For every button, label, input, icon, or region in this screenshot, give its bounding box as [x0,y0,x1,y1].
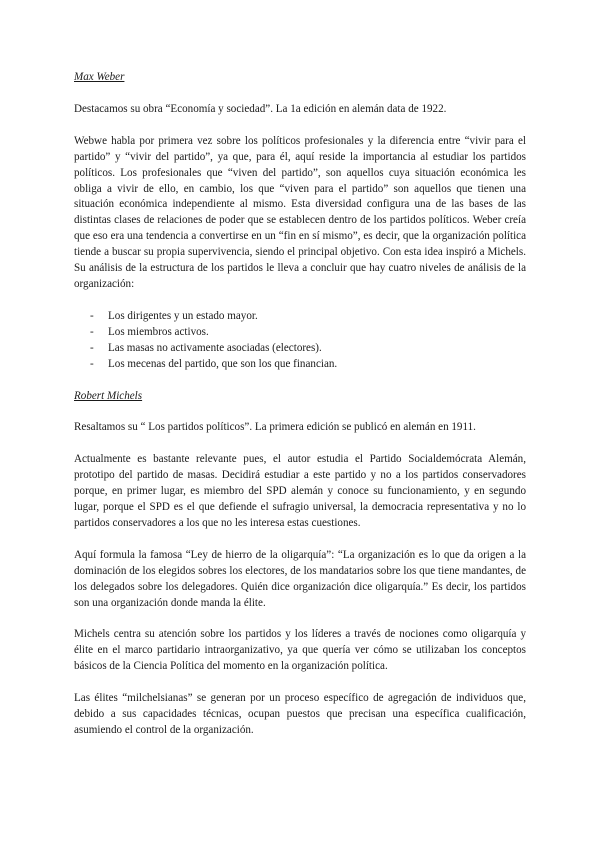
michels-paragraph: Actualmente es bastante relevante pues, el autor estudia el Partido Socialdemócrata Alemán, prototipo del partido de masas. Decidirá estudiar a este partido y no a los partidos conservadores porque, en primer lugar, es miembro del SPD alemán y conoce su funcionamiento, y en segundo lugar, porque el SPD es el que defiende el sufragio universal, la democracia representativa y no lo partidos conservadores a los que no les interesa estas cuestiones. [74,453,526,529]
list-dash: - [90,309,94,322]
weber-intro: Destacamos su obra “Economía y sociedad”. La 1a edición en alemán data de 1922. [74,102,447,115]
list-item: - Los mecenas del partido, que son los que financian. [90,357,526,373]
section-heading-michels: Robert Michels [74,389,143,402]
list-dash: - [90,341,94,354]
list-item: - Los dirigentes y un estado mayor. [90,309,526,325]
list-item: - Los miembros activos. [90,325,526,341]
organization-levels-list [74,309,526,373]
weber-paragraph: Webwe habla por primera vez sobre los políticos profesionales y la diferencia entre “vivir para el partido” y “vivir del partido”, ya que, para él, aquí reside la importancia al estudiar los partidos políticos. Los profesionales que “viven del partido”, son aquellos cuya situación económica les obliga a vivir de ello, en cambio, los que “viven para el partido” son aquellos que tienen una situación económica independiente al mismo. Esta diversidad configura una de las bases de las distintas clases de relaciones de poder que se establecen dentro de los partidos políticos. Weber creía que eso era una tendencia a convertirse en un “fin en sí mismo”, es decir, que la organización política tiende a buscar su propia supervivencia, siendo el principal objetivo. Con esta idea inspiró a Michels. Su análisis de la estructura de los partidos le lleva a concluir que hay cuatro niveles de análisis de la organización: [74,134,526,290]
document-page [74,70,526,739]
michels-paragraph: Las élites “milchelsianas” se generan por un proceso específico de agregación de individuos que, debido a sus capacidades técnicas, ocupan puestos que precisan una específica cualificación, asumiendo el control de la organización. [74,692,526,736]
list-item: - Las masas no activamente asociadas (electores). [90,341,526,357]
list-dash: - [90,325,94,338]
michels-paragraph: Aquí formula la famosa “Ley de hierro de la oligarquía”: “La organización es lo que da origen a la dominación de los elegidos sobres los electores, de los mandatarios sobre los que tiene mandantes, de los delegados sobre los delegadores. Quién dice organización dice oligarquía.” Es decir, los partidos son una organización donde manda la élite. [74,548,526,609]
michels-paragraph: Michels centra su atención sobre los partidos y los líderes a través de nociones como oligarquía y élite en el marco partidario intraorganizativo, ya que quería ver cómo se utilizaban los conceptos básicos de la Ciencia Política del momento en la organización política. [74,628,526,673]
list-dash: - [90,357,94,370]
section-heading-weber: Max Weber [74,71,125,83]
michels-intro: Resaltamos su “ Los partidos políticos”. La primera edición se publicó en alemán en 1911. [74,421,476,434]
